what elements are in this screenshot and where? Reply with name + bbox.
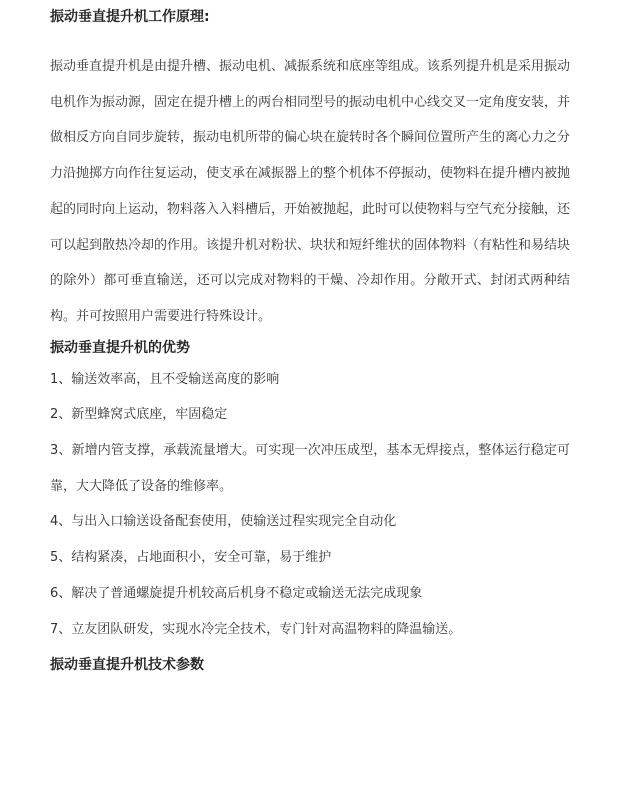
list-item: 2、新型蜂窝式底座，牢固稳定 xyxy=(50,407,228,423)
article-body xyxy=(50,0,570,675)
list-item: 5、结构紧凑，占地面积小，安全可靠，易于维护 xyxy=(50,550,332,566)
list-item: 6、解决了普通螺旋提升机较高后机身不稳定或输送无法完成现象 xyxy=(50,585,423,601)
advantages-list xyxy=(50,362,570,648)
section-heading-technical-parameters: 振动垂直提升机技术参数 xyxy=(50,657,204,674)
list-item: 4、与出入口输送设备配套使用，使输送过程实现完全自动化 xyxy=(50,514,397,530)
list-item: 7、立友团队研发，实现水冷完全技术，专门针对高温物料的降温输送。 xyxy=(50,621,462,637)
section-heading-advantages: 振动垂直提升机的优势 xyxy=(50,339,190,356)
section-heading-working-principle: 振动垂直提升机工作原理: xyxy=(50,9,210,25)
list-item: 1、输送效率高，且不受输送高度的影响 xyxy=(50,371,280,387)
list-item: 3、新增内管支撑，承载流量增大。可实现一次冲压成型，基本无焊接点，整体运行稳定可靠，大大降低了设备的维修率。 xyxy=(50,443,570,494)
working-principle-paragraph: 振动垂直提升机是由提升槽、振动电机、减振系统和底座等组成。该系列提升机是采用振动电机作为振动源，固定在提升槽上的两台相同型号的振动电机中心线交叉一定角度安装，并做相反方向自同步旋转，振动电机所带的偏心块在旋转时各个瞬间位置所产生的离心力之分力沿抛掷方向作往复运动，使支承在减振器上的整个机体不停振动，使物料在提升槽内被抛起的同时向上运动，物料落入入料槽后，开始被抛起，此时可以使物料与空气充分接触，还可以起到散热冷却的作用。该提升机对粉状、块状和短纤维状的固体物料（有粘性和易结块的除外）都可垂直输送，还可以完成对物料的干燥、冷却作用。分敞开式、封闭式两种结构。并可按照用户需要进行特殊设计。 xyxy=(50,59,571,324)
